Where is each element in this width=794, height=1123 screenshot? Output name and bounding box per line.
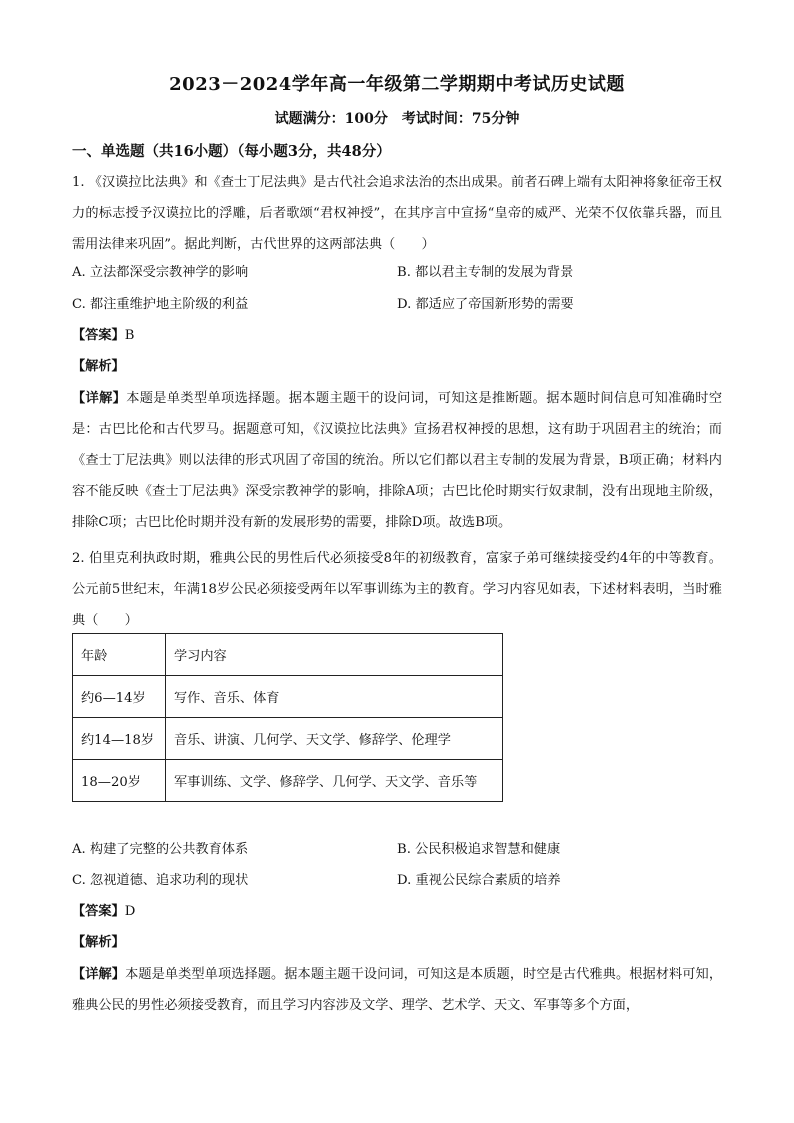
q1-option-a: A. 立法都深受宗教神学的影响	[72, 265, 249, 280]
page-subtitle: 试题满分：100分 考试时间：75分钟	[274, 111, 520, 127]
q2-answer-value: D	[124, 904, 136, 919]
q1-option-b: B. 都以君主专制的发展为背景	[397, 265, 574, 280]
table-row	[73, 676, 503, 718]
q1-detail	[72, 383, 722, 538]
table-cell: 军事训练、文学、修辞学、几何学、天文学、音乐等	[166, 760, 503, 802]
q2-option-c: C. 忽视道德、追求功利的现状	[72, 873, 249, 888]
q2-answer-label: 【答案】	[72, 904, 125, 919]
table-header-cell: 学习内容	[166, 634, 503, 676]
q2-detail-label: 【详解】	[72, 967, 126, 982]
q1-analysis-label: 【解析】	[72, 359, 125, 374]
q1-detail-label: 【详解】	[72, 391, 127, 406]
table-cell: 写作、音乐、体育	[166, 676, 503, 718]
table-cell: 音乐、讲演、几何学、天文学、修辞学、伦理学	[166, 718, 503, 760]
q1-detail-text: 本题是单类型单项选择题。据本题主题干的设问词，可知这是推断题。据本题时间信息可知准确时空是：古巴比伦和古代罗马。据题意可知，《汉谟拉比法典》宣扬君权神授的思想，这有助于巩固君主的统治；而《查士丁尼法典》则以法律的形式巩固了帝国的统治。所以它们都以君主专制的发展为背景，B项正确；材料内容不能反映《查士丁尼法典》深受宗教神学的影响，排除A项；古巴比伦时期实行奴隶制，没有出现地主阶级，排除C项；古巴比伦时期并没有新的发展形势的需要，排除D项。故选B项。	[72, 391, 723, 530]
table-cell: 18—20岁	[73, 760, 166, 802]
q2-detail-text: 本题是单类型单项选择题。据本题主题干设问词，可知这是本质题，时空是古代雅典。根据材料可知，雅典公民的男性必须接受教育，而且学习内容涉及文学、理学、艺术学、天文、军事等多个方面，	[72, 967, 723, 1013]
page-title: 2023－2024学年高一年级第二学期期中考试历史试题	[169, 74, 625, 95]
q1-answer-value: B	[124, 328, 135, 343]
education-table	[72, 633, 503, 802]
q2-analysis	[72, 933, 125, 953]
question-2-stem: 2. 伯里克利执政时期，雅典公民的男性后代必须接受8年的初级教育，富家子弟可继续接受约4年的中等教育。公元前5世纪末，年满18岁公民必须接受两年以军事训练为主的教育。学习内容见如表，下述材料表明，当时雅典（ ）	[72, 551, 722, 628]
q2-answer	[72, 902, 135, 922]
q2-option-a: A. 构建了完整的公共教育体系	[72, 842, 249, 857]
table-row	[73, 760, 503, 802]
table-cell: 约6—14岁	[73, 676, 166, 718]
q1-answer-label: 【答案】	[72, 328, 125, 343]
q2-option-b: B. 公民积极追求智慧和健康	[397, 842, 561, 857]
question-1-stem: 1. 《汉谟拉比法典》和《查士丁尼法典》是古代社会追求法治的杰出成果。前者石碑上端有太阳神将象征帝王权力的标志授予汉谟拉比的浮雕，后者歌颂“君权神授”，在其序言中宣扬“皇帝的威严、光荣不仅依靠兵器，而且需用法律来巩固”。据此判断，古代世界的这两部法典（ ）	[72, 175, 722, 252]
table-header-row	[73, 634, 503, 676]
q1-analysis	[72, 357, 125, 377]
q2-option-d: D. 重视公民综合素质的培养	[397, 873, 561, 888]
q1-option-c: C. 都注重维护地主阶级的利益	[72, 297, 249, 312]
q1-option-d: D. 都适应了帝国新形势的需要	[397, 297, 574, 312]
table-cell: 约14—18岁	[73, 718, 166, 760]
q2-analysis-label: 【解析】	[72, 935, 125, 950]
table-header-cell: 年龄	[73, 634, 166, 676]
q1-answer	[72, 326, 134, 346]
table-row	[73, 718, 503, 760]
section-heading: 一、单选题（共16小题）（每小题3分，共48分）	[72, 143, 391, 160]
q2-detail	[72, 959, 722, 1021]
